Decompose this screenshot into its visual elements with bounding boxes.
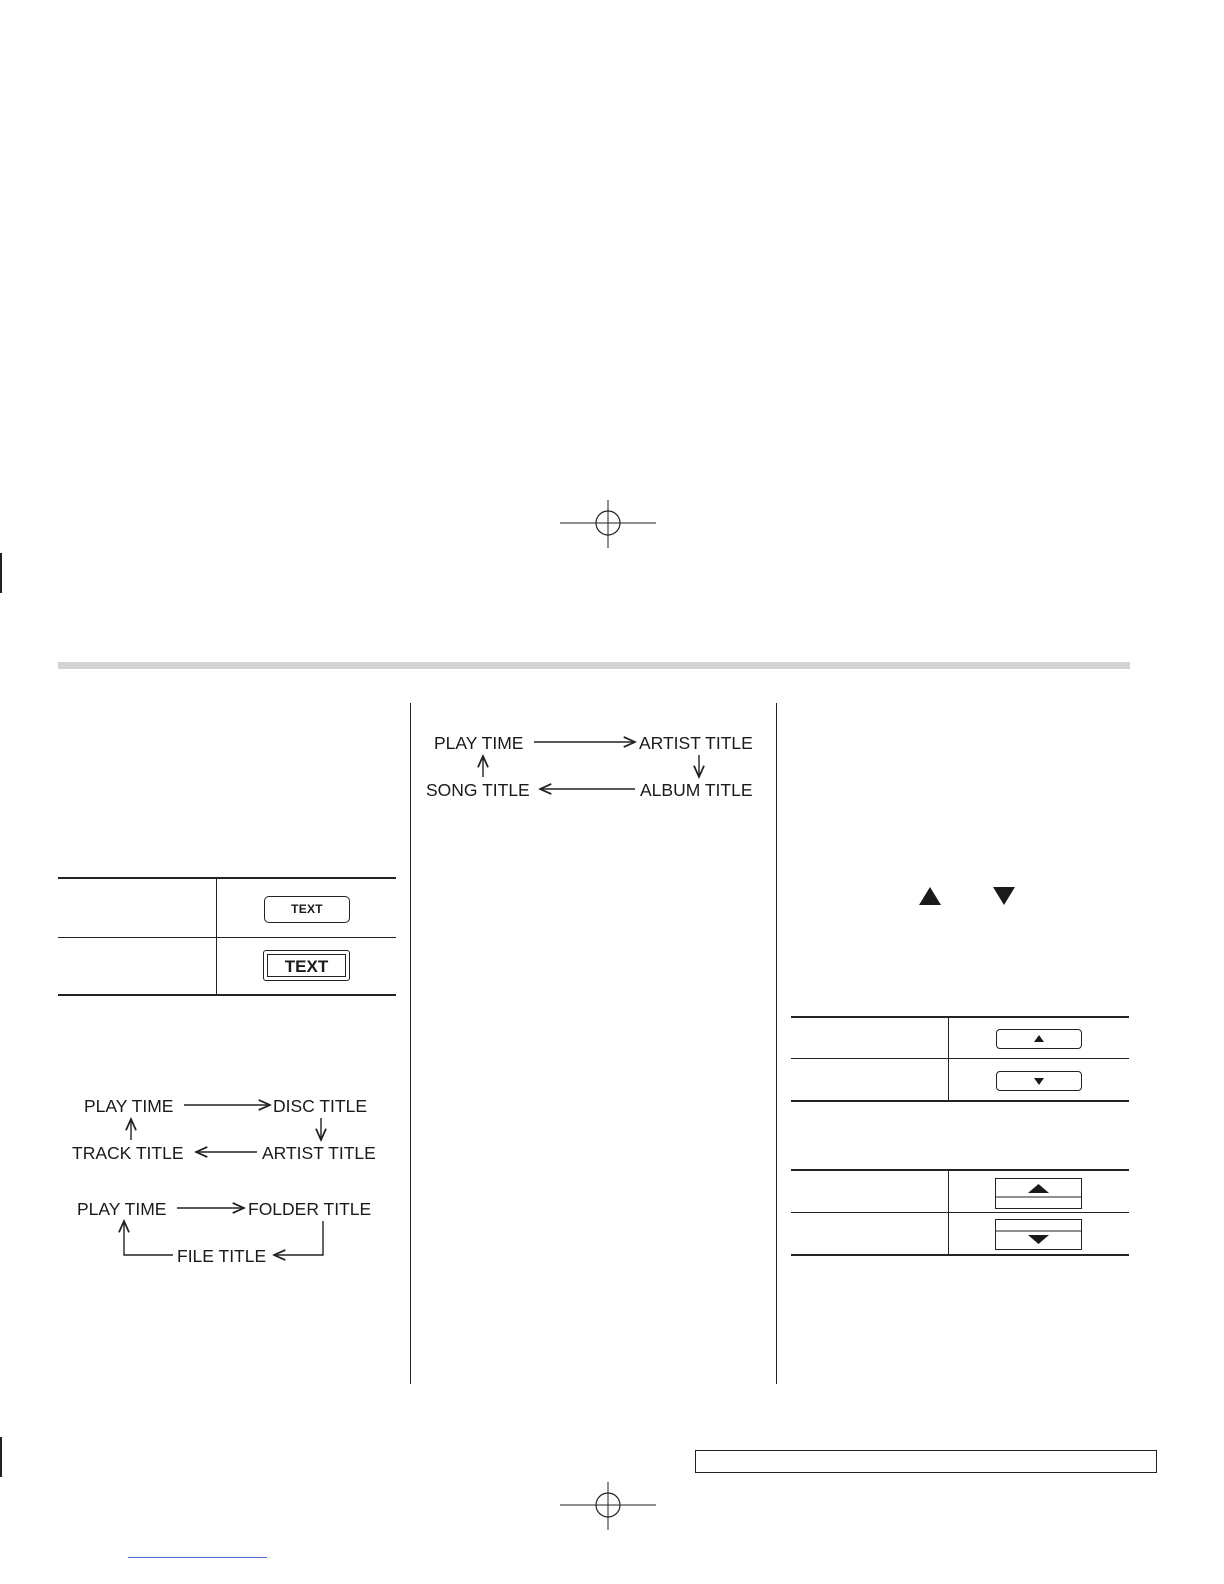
down-triangle-icon (996, 1220, 1081, 1249)
table-rule-top (791, 1169, 1129, 1171)
cd-flow-play-time: PLAY TIME (84, 1096, 174, 1116)
footer-link-underline (128, 1557, 267, 1558)
mp3-arrow-file-to-play (124, 1221, 173, 1255)
registration-mark-top (560, 500, 656, 548)
up-triangle-icon (996, 1179, 1081, 1208)
scroll-up-button-large[interactable] (995, 1178, 1082, 1209)
side-crop-tick-upper (0, 553, 2, 593)
column-divider-left (410, 703, 411, 1384)
text-button-large-label: TEXT (267, 954, 346, 977)
table-rule-top (58, 877, 396, 879)
table-column-divider (948, 1170, 949, 1255)
column-divider-right (776, 703, 777, 1384)
down-triangle-icon (992, 886, 1016, 911)
mp3-flow-play-time: PLAY TIME (77, 1199, 167, 1219)
registration-mark-bottom (560, 1482, 656, 1530)
ipod-flow-artist-title: ARTIST TITLE (639, 733, 753, 753)
table-column-divider (948, 1017, 949, 1101)
cd-flow-track-title: TRACK TITLE (72, 1143, 184, 1163)
section-header-rule (58, 662, 1130, 669)
up-triangle-icon (997, 1030, 1081, 1048)
table-rule-middle (791, 1058, 1129, 1059)
table-rule-bottom (58, 994, 396, 996)
down-triangle-icon (997, 1072, 1081, 1090)
text-button-large[interactable] (263, 950, 350, 981)
scroll-down-button-small[interactable] (996, 1071, 1082, 1091)
text-button-small[interactable]: TEXT (264, 896, 350, 923)
ipod-flow-song-title: SONG TITLE (426, 780, 530, 800)
ipod-flow-album-title: ALBUM TITLE (640, 780, 753, 800)
ipod-flow-play-time: PLAY TIME (434, 733, 524, 753)
mp3-flow-file-title: FILE TITLE (177, 1246, 267, 1266)
table-rule-bottom (791, 1100, 1129, 1102)
scroll-down-button-large[interactable] (995, 1219, 1082, 1250)
table-column-divider (216, 878, 217, 995)
table-rule-top (791, 1016, 1129, 1018)
table-rule-middle (791, 1212, 1129, 1213)
scroll-up-button-small[interactable] (996, 1029, 1082, 1049)
mp3-arrow-folder-to-file (274, 1221, 323, 1255)
table-rule-middle (58, 937, 396, 938)
mp3-flow-folder-title: FOLDER TITLE (248, 1199, 372, 1219)
up-triangle-icon (918, 886, 942, 911)
cd-flow-disc-title: DISC TITLE (273, 1096, 368, 1116)
cd-flow-artist-title: ARTIST TITLE (262, 1143, 376, 1163)
footer-page-box (695, 1450, 1157, 1473)
table-rule-bottom (791, 1254, 1129, 1256)
side-crop-tick-lower (0, 1437, 2, 1477)
